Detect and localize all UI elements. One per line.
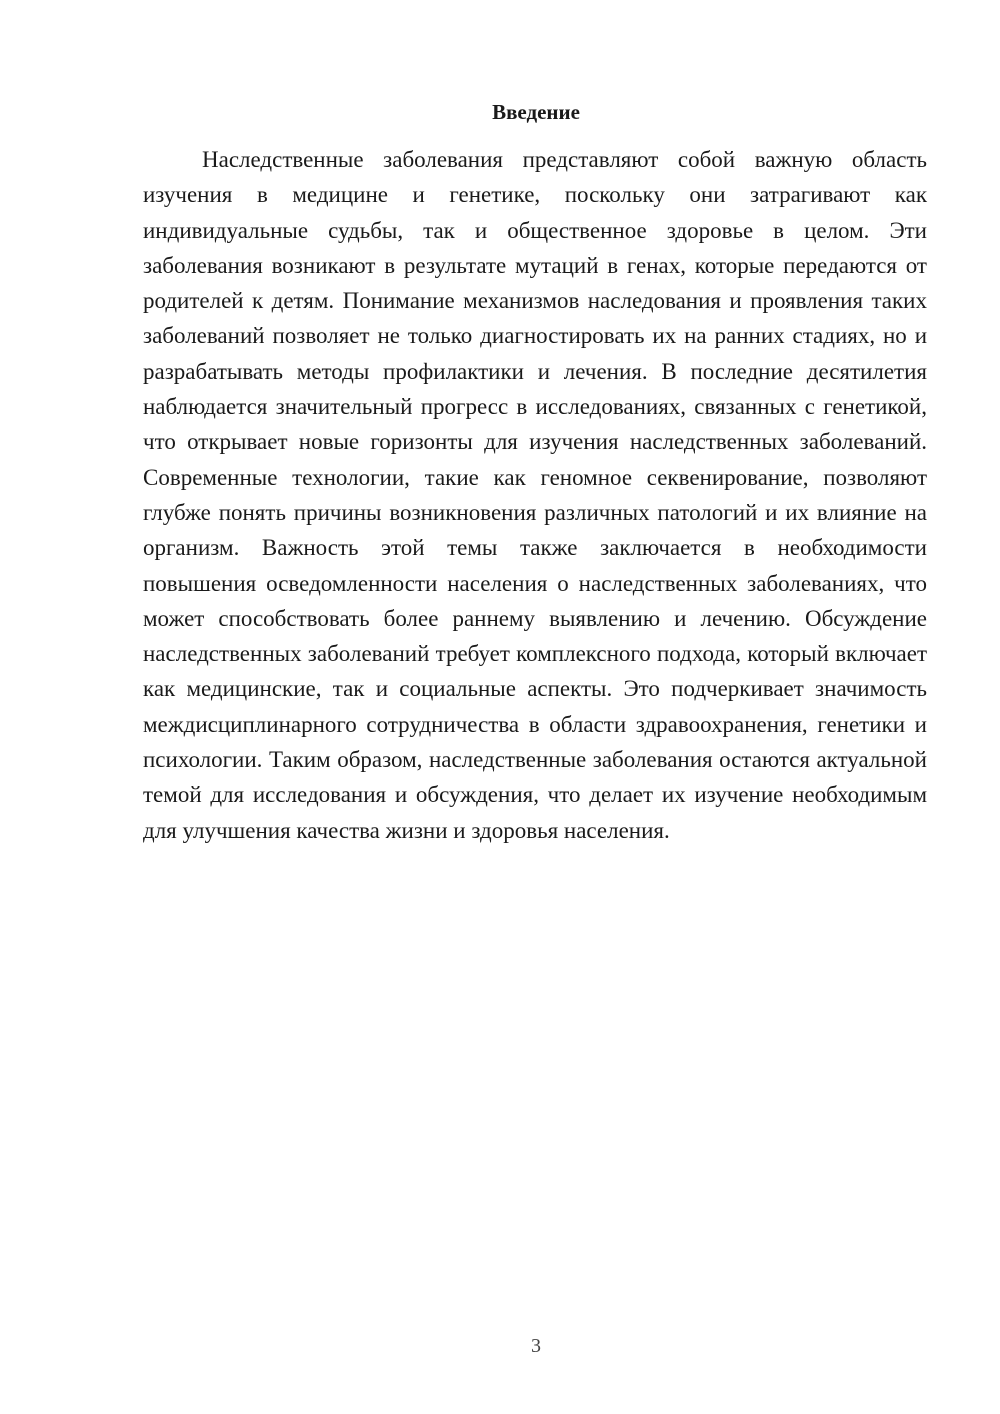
page-number: 3	[531, 1335, 541, 1357]
page-title: Введение	[492, 100, 580, 124]
body-paragraph: Наследственные заболевания представляют собой важную область изучения в медицине и генетике, поскольку они затрагивают как индивидуальные судьбы, так и общественное здоровье в целом. Эти заболевания возникают в результате мутаций в генах, которые передаются от родителей к детям. Понимание механизмов наследования и проявления таких заболеваний позволяет не только диагностировать их на ранних стадиях, но и разрабатывать методы профилактики и лечения. В последние десятилетия наблюдается значительный прогресс в исследованиях, связанных с генетикой, что открывает новые горизонты для изучения наследственных заболеваний. Современные технологии, такие как геномное секвенирование, позволяют глубже понять причины возникновения различных патологий и их влияние на организм. Важность этой темы также заключается в необходимости повышения осведомленности населения о наследственных заболеваниях, что может способствовать более раннему выявлению и лечению. Обсуждение наследственных заболеваний требует комплексного подхода, который включает как медицинские, так и социальные аспекты. Это подчеркивает значимость междисциплинарного сотрудничества в области здравоохранения, генетики и психологии. Таким образом, наследственные заболевания остаются актуальной темой для исследования и обсуждения, что делает их изучение необходимым для улучшения качества жизни и здоровья населения.	[143, 147, 927, 843]
